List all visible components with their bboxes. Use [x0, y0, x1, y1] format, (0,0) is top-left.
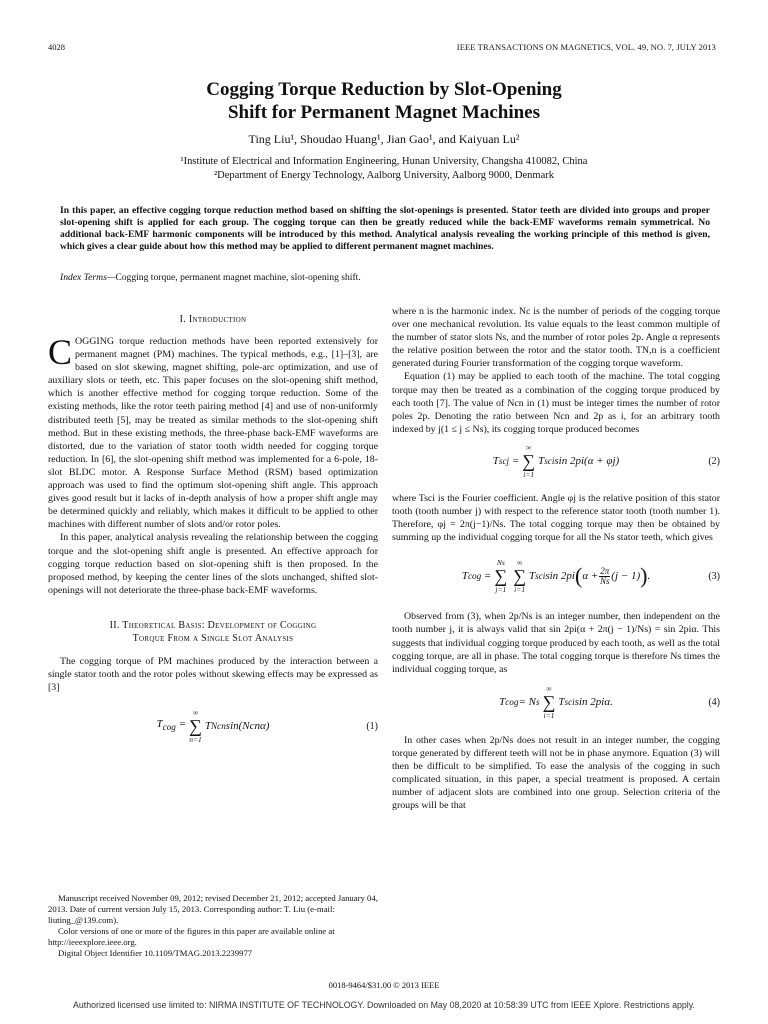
eq1-number: (1) — [366, 720, 378, 732]
eq1-sum-upper: ∞ — [192, 707, 199, 717]
right-paragraph-5: In other cases when 2p/Ns does not result in an integer number, the cogging torque generated by different teeth will not be in phase anymore. Equation (3) will then be difficult to be simplified. To ease the analysis of the cogging in such complicated situation, in this paper, a special treatment is proposed. A certain number of adjacent slots are combined into one group. Selection criteria of the groups will be that — [392, 734, 720, 812]
eq3-inner-post: (j − 1) — [611, 569, 641, 582]
eq4-number: (4) — [708, 697, 720, 709]
eq3-summation-inner — [513, 558, 526, 595]
eq1-term: T — [204, 719, 212, 732]
affiliation-2: ²Department of Energy Technology, Aalborg University, Aalborg 9000, Denmark — [214, 170, 554, 181]
footnote-doi: Digital Object Identifier 10.1109/TMAG.2013.2239977 — [58, 948, 253, 958]
eq3-lhs-subscript: cog — [467, 570, 482, 581]
right-paragraph-1: where n is the harmonic index. Nc is the number of periods of the cogging torque over one mechanical revolution. Its value equals to the least common multiple of the number of stator slots Ns, and the number of rotor poles 2p. Angle α represents the relative position between the rotor and the stator tooth. TN,n is a coefficient generated during Fourier transformation of the cogging torque waveform. — [392, 306, 720, 370]
equation-2: T scj = ∞ ∑ i=1 T sci sin 2pi(α + φj) (2) — [492, 443, 720, 480]
eq2-sine: sin 2pi(α + φj) — [554, 455, 620, 468]
page-number: 4028 — [48, 42, 65, 52]
eq3-sum1-lower: j=1 — [495, 584, 507, 594]
sigma-symbol: ∑ — [542, 692, 556, 713]
affiliations — [0, 155, 768, 183]
index-terms-label: Index Terms— — [60, 272, 116, 283]
eq1-term-subscript: Ncn — [211, 720, 226, 731]
index-terms-text: Cogging torque, permanent magnet machine, slot-opening shift. — [115, 272, 361, 283]
index-terms — [60, 272, 710, 283]
left-paren: ( — [575, 563, 583, 589]
right-paragraph-3: where Tsci is the Fourier coefficient. Angle φj is the relative position of this stator tooth (tooth number j) with respect to the reference stator tooth (tooth number 1). Therefore, φj = 2π(j−1)/Ns. The total cogging torque may then be obtained by summing up the individual cogging torque for all the Ns stator teeth, which gives — [392, 492, 720, 544]
eq3-term: T — [529, 569, 536, 582]
eq3-frac-numerator: 2π — [600, 565, 610, 576]
eq2-number: (2) — [708, 456, 720, 468]
section-2-heading-line-1: II. Theoretical Basis: Development of Cogging — [109, 619, 317, 631]
equation-1 — [48, 700, 378, 752]
eq3-sum2-lower: i=1 — [514, 584, 526, 594]
eq3-lhs-symbol: T — [461, 569, 468, 582]
license-bar: Authorized licensed use limited to: NIRMA INSTITUTE OF TECHNOLOGY. Downloaded on May 08,2020 at 10:58:39 UTC from IEEE Xplore. Restrictions apply. — [73, 1000, 695, 1010]
abstract: In this paper, an effective cogging torque reduction method based on shifting the slot-openings is presented. Stator teeth are divided into groups and proper slot-opening shift is applied for each group. The cogging torque can then be greatly reduced while the back-EMF waveforms remain symmetrical. No additional back-EMF harmonic components will be introduced by this method. Analytical analysis revealing the working principle of this method is given, which gives a clear guide about how this method may be applied to different permanent magnet machines. — [60, 205, 710, 252]
eq3-sum1-upper: Ns — [496, 557, 505, 567]
journal-header: IEEE TRANSACTIONS ON MAGNETICS, VOL. 49, NO. 7, JULY 2013 — [456, 42, 716, 52]
eq2-summation — [522, 443, 535, 480]
eq2-sum-upper: ∞ — [526, 443, 532, 453]
eq1-lhs-symbol: T — [156, 718, 163, 731]
affiliation-1: ¹Institute of Electrical and Information Engineering, Hunan University, Changsha 410082, China — [180, 156, 588, 167]
author-list: Ting Liu¹, Shoudao Huang¹, Jian Gao¹, and Kaiyuan Lu² — [248, 132, 520, 146]
eq4-sum-lower: i=1 — [543, 711, 555, 721]
right-paren: ) — [640, 563, 648, 589]
title-line-2: Shift for Permanent Magnet Machines — [227, 102, 541, 123]
intro-paragraph-1-text: OGGING torque reduction methods have been reported extensively for permanent magnet (PM) machines. The typical methods, e.g., [1]–[3], are based on slot skewing, magnet shifting, pole-arc optimization, and use of auxiliary slots or teeth, etc. This paper focuses on the slot-opening shift method, which is another effective method for cogging torque reduction. Some of the existing methods, like the rotor teeth pairing method [4] and use of non-uniformly distributed teeth [5], may be treated as similar methods to the slot-opening shift method. But in these existing methods, the three-phase back-EMF waveforms are distorted, due to the variation of stator tooth width needed for cogging torque reduction. In [6], the slot-opening shift method was implemented for a 6-pole, 18-slot BLDC motor. A Response Surface Method (RSM) based optimization approach was used to find the optimum slot-opening shift angle. This approach gives good result but it lacks of in-depth analysis of how a proper shift angle may be determined quickly and reliably, which makes it difficult to be applied to other machines with different number of slots and/or rotor poles. — [48, 336, 378, 531]
eq1-lhs: $T_{cog}$ = — [156, 718, 187, 733]
paper-title — [0, 78, 768, 124]
eq4-n-subscript: s — [535, 697, 540, 708]
eq3-summation-outer — [494, 558, 507, 595]
eq4-lhs-subscript: cog — [505, 697, 519, 708]
footnote-color: Color versions of one or more of the figures in this paper are available online at http://ieeexplore.ieee.org. — [48, 926, 335, 947]
eq4-term-subscript: sci — [564, 697, 575, 708]
section-1-heading: I. Introduction — [179, 314, 247, 325]
title-line-1: Cogging Torque Reduction by Slot-Opening — [206, 79, 562, 100]
eq3-fraction — [599, 567, 610, 586]
eq2-term: T — [538, 455, 545, 468]
eq4-term: T — [558, 696, 565, 709]
eq3-number: (3) — [708, 570, 720, 582]
eq3-sine: sin 2pi — [545, 569, 575, 582]
eq2-lhs-subscript: scj — [498, 456, 510, 467]
eq1-sum-lower: n=1 — [189, 734, 202, 744]
footnote-manuscript: Manuscript received November 09, 2012; revised December 21, 2012; accepted January 04, 2013. Date of current version July 15, 2013. Corresponding author: T. Liu (e-mail: liuting_@139.com). — [48, 893, 378, 925]
eq4-equals-n: = N — [518, 696, 536, 709]
eq4-sine: sin 2piα. — [574, 696, 613, 709]
eq1-lhs-subscript: cog — [162, 722, 176, 733]
eq4-summation — [543, 684, 556, 721]
eq2-term-subscript: sci — [544, 456, 555, 467]
equation-3: T cog = Ns ∑ j=1 ∞ ∑ i=1 T sci sin 2pi ( α + $\frac{2\pi}{Ns}$ (j − 1) ) . (3) — [461, 557, 720, 594]
dropcap-letter: C — [48, 332, 73, 372]
section-2-heading — [48, 619, 378, 645]
eq1-sine: sin(Ncnα) — [225, 719, 270, 732]
section-2-heading-line-2: Torque From a Single Slot Analysis — [132, 632, 294, 644]
footnotes — [48, 893, 378, 959]
sigma-symbol: ∑ — [513, 565, 527, 586]
section-2-paragraph-1: The cogging torque of PM machines produced by the interaction between a single stator tooth and the rotor poles without skewing effects may be expressed as [3] — [48, 655, 378, 694]
eq2-lhs-symbol: T — [492, 455, 499, 468]
intro-paragraph-1 — [48, 332, 378, 531]
eq3-sum2-upper: ∞ — [516, 557, 523, 567]
right-column — [392, 305, 720, 812]
eq4-lhs-symbol: T — [499, 696, 506, 709]
sigma-symbol: ∑ — [189, 715, 202, 736]
right-paragraph-2: Equation (1) may be applied to each tooth of the machine. The total cogging torque may then be treated as a combination of the cogging torque produced by each tooth [7]. The value of Ncn in (1) must be integer times the number of rotor poles 2p. Denoting the ratio between Ncn and 2p as i, for an arbitrary tooth indexed by j(1 ≤ j ≤ Ns), its cogging torque produced becomes — [392, 371, 720, 435]
intro-paragraph-2: In this paper, analytical analysis revealing the relationship between the cogging torque and the slot-opening shift angle is presented. An effective approach for cogging torque reduction based on slot-opening shift is then proposed. In the proposed method, by keeping the center lines of the slots unchanged, shifted slot-openings will not deteriorate the three-phase back-EMF waveforms. — [48, 532, 378, 596]
eq4-sum-upper: ∞ — [546, 684, 552, 694]
sigma-symbol: ∑ — [494, 565, 508, 586]
eq3-frac-denominator: Ns — [600, 575, 610, 586]
eq2-sum-lower: i=1 — [523, 470, 535, 480]
copyright-line: 0018-9464/$31.00 © 2013 IEEE — [328, 980, 440, 990]
eq3-inner-pre: α + — [582, 569, 599, 582]
sigma-symbol: ∑ — [522, 451, 536, 472]
left-column — [48, 313, 378, 755]
right-paragraph-4: Observed from (3), when 2p/Ns is an integer number, then independent on the tooth number j, it is always valid that sin 2pi(α + 2π(j − 1)/Ns) = sin 2piα. This suggests that individual cogging torque produced by each tooth, as well as the total cogging torque, are all in phase. The total cogging torque is therefore Ns times the individual cogging torque, as — [392, 611, 720, 675]
eq3-term-subscript: sci — [535, 570, 546, 581]
eq1-summation — [189, 708, 202, 745]
equation-4 — [392, 680, 720, 726]
